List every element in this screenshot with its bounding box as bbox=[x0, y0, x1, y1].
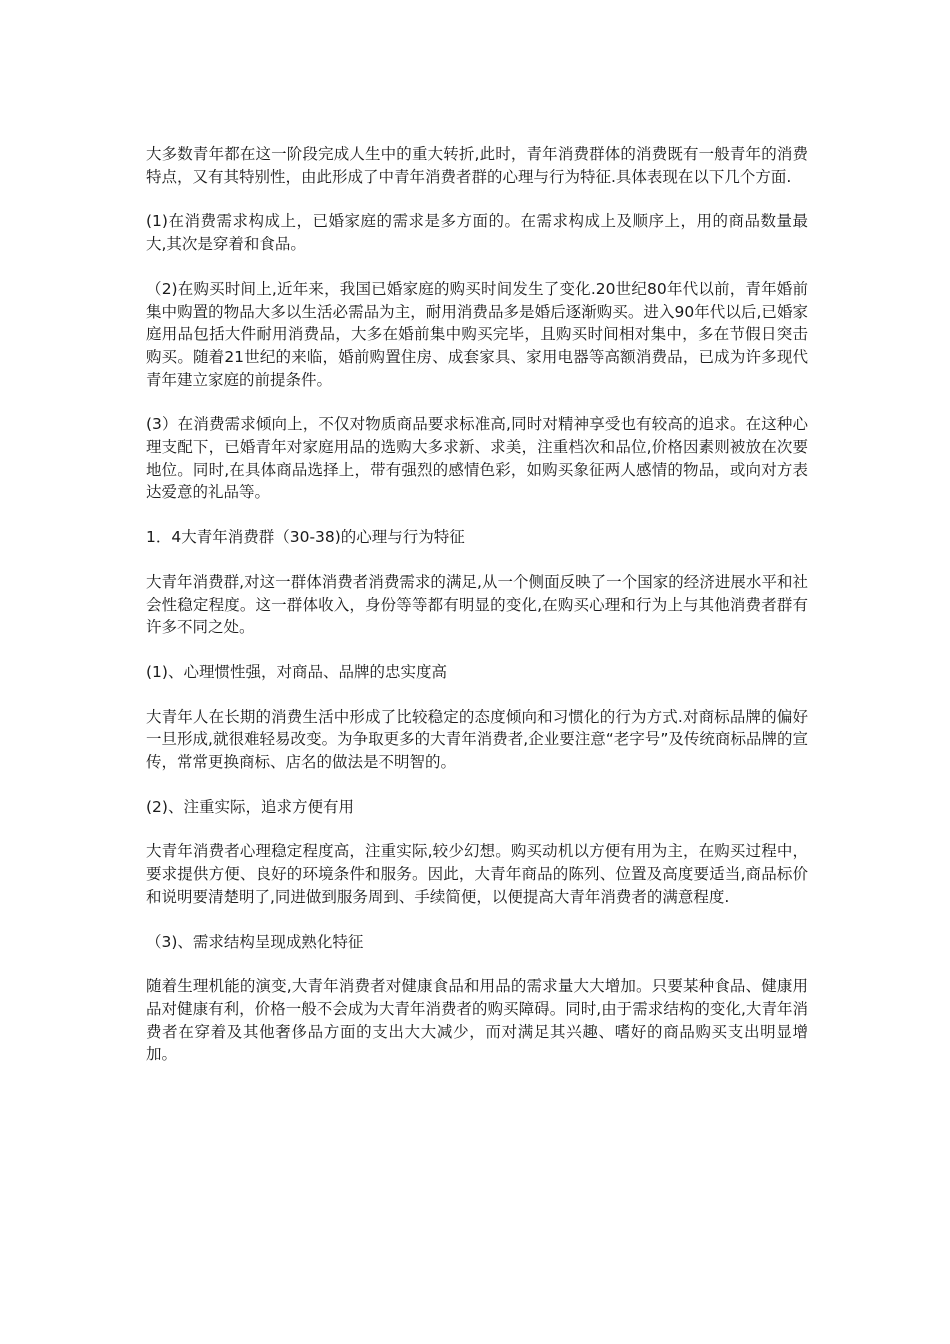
paragraph: 大青年人在长期的消费生活中形成了比较稳定的态度倾向和习惯化的行为方式.对商标品牌的偏好一旦形成,就很难轻易改变。为争取更多的大青年消费者,企业要注意“老字号”及传统商标品牌的宣传，常常更换商标、店名的做法是不明智的。 bbox=[146, 707, 808, 772]
paragraph: 大青年消费者心理稳定程度高，注重实际,较少幻想。购买动机以方便有用为主，在购买过程中，要求提供方便、良好的环境条件和服务。因此，大青年商品的陈列、位置及高度要适当,商品标价和说明要清楚明了,同进做到服务周到、手续简便，以便提高大青年消费者的满意程度. bbox=[146, 842, 808, 906]
section-heading: 1．4大青年消费群（30-38)的心理与行为特征 bbox=[146, 528, 465, 547]
subsection-heading: (1)、心理惯性强，对商品、品牌的忠实度高 bbox=[146, 662, 447, 681]
document-body bbox=[146, 143, 808, 1088]
paragraph: (1)在消费需求构成上，已婚家庭的需求是多方面的。在需求构成上及顺序上，用的商品数量最大,其次是穿着和食品。 bbox=[146, 212, 808, 254]
subsection-heading: (2)、注重实际，追求方便有用 bbox=[146, 797, 354, 816]
paragraph: (3）在消费需求倾向上，不仅对物质商品要求标准高,同时对精神享受也有较高的追求。在这种心理支配下，已婚青年对家庭用品的选购大多求新、求美，注重档次和品位,价格因素则被放在次要地位。同时,在具体商品选择上，带有强烈的感情色彩，如购买象征两人感情的物品，或向对方表达爱意的礼品等。 bbox=[146, 415, 808, 502]
paragraph: 随着生理机能的演变,大青年消费者对健康食品和用品的需求量大大增加。只要某种食品、健康用品对健康有利，价格一般不会成为大青年消费者的购买障碍。同时,由于需求结构的变化,大青年消费者在穿着及其他奢侈品方面的支出大大减少，而对满足其兴趣、嗜好的商品购买支出明显增加。 bbox=[146, 977, 808, 1064]
subsection-heading: （3)、需求结构呈现成熟化特征 bbox=[146, 932, 364, 951]
paragraph: （2)在购买时间上,近年来，我国已婚家庭的购买时间发生了变化.20世纪80年代以前，青年婚前集中购置的物品大多以生活必需品为主，耐用消费品多是婚后逐渐购买。进入90年代以后,已婚家庭用品包括大件耐用消费品，大多在婚前集中购买完毕，且购买时间相对集中，多在节假日突击购买。随着21世纪的来临，婚前购置住房、成套家具、家用电器等高额消费品，已成为许多现代青年建立家庭的前提条件。 bbox=[146, 279, 808, 389]
paragraph: 大青年消费群,对这一群体消费者消费需求的满足,从一个侧面反映了一个国家的经济进展水平和社会性稳定程度。这一群体收入，身份等等都有明显的变化,在购买心理和行为上与其他消费者群有许多不同之处。 bbox=[146, 572, 808, 637]
paragraph: 大多数青年都在这一阶段完成人生中的重大转折,此时，青年消费群体的消费既有一般青年的消费特点，又有其特别性，由此形成了中青年消费者群的心理与行为特征.具体表现在以下几个方面. bbox=[146, 145, 808, 186]
